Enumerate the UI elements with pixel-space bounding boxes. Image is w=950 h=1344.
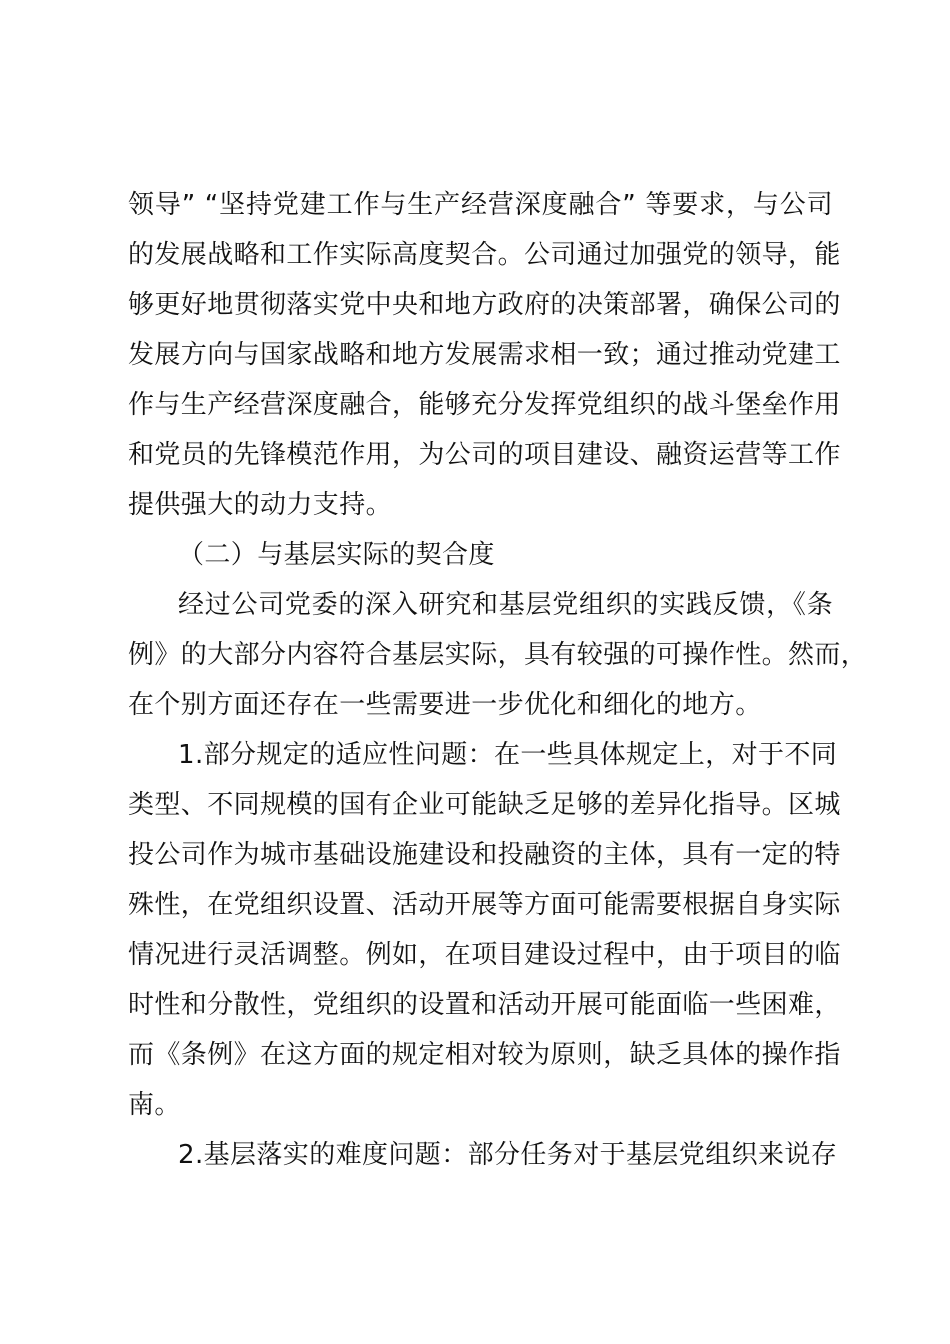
paragraph-line: 例》的大部分内容符合基层实际，具有较强的可操作性。然而， [128,640,868,670]
paragraph-line: 和党员的先锋模范作用，为公司的项目建设、融资运营等工作 [128,440,841,470]
paragraph-line: 发展方向与国家战略和地方发展需求相一致；通过推动党建工 [128,340,841,370]
section-heading: （二）与基层实际的契合度 [178,540,495,570]
paragraph-line: 经过公司党委的深入研究和基层党组织的实践反馈，《条 [178,590,833,620]
list-item-line: 投公司作为城市基础设施建设和投融资的主体，具有一定的特 [128,840,841,870]
paragraph-line: 在个别方面还存在一些需要进一步优化和细化的地方。 [128,690,762,720]
list-item-line: 类型、不同规模的国有企业可能缺乏足够的差异化指导。区城 [128,790,841,820]
list-item-line: 1.部分规定的适应性问题：在一些具体规定上，对于不同 [178,740,838,770]
list-item-line: 而《条例》在这方面的规定相对较为原则，缺乏具体的操作指 [128,1040,841,1070]
list-item-line: 情况进行灵活调整。例如，在项目建设过程中，由于项目的临 [128,940,841,970]
paragraph-line: 提供强大的动力支持。 [128,490,393,520]
list-item-line: 时性和分散性，党组织的设置和活动开展可能面临一些困难， [128,990,841,1020]
paragraph-line: 的发展战略和工作实际高度契合。公司通过加强党的领导，能 [128,240,841,270]
list-item-line: 2.基层落实的难度问题：部分任务对于基层党组织来说存 [178,1140,838,1170]
paragraph-line: 够更好地贯彻落实党中央和地方政府的决策部署，确保公司的 [128,290,841,320]
list-item-line: 南。 [128,1090,181,1120]
paragraph-line: 作与生产经营深度融合，能够充分发挥党组织的战斗堡垒作用 [128,390,841,420]
paragraph-line: 领导” “坚持党建工作与生产经营深度融合” 等要求，与公司 [128,190,833,220]
list-item-line: 殊性，在党组织设置、活动开展等方面可能需要根据自身实际 [128,890,841,920]
